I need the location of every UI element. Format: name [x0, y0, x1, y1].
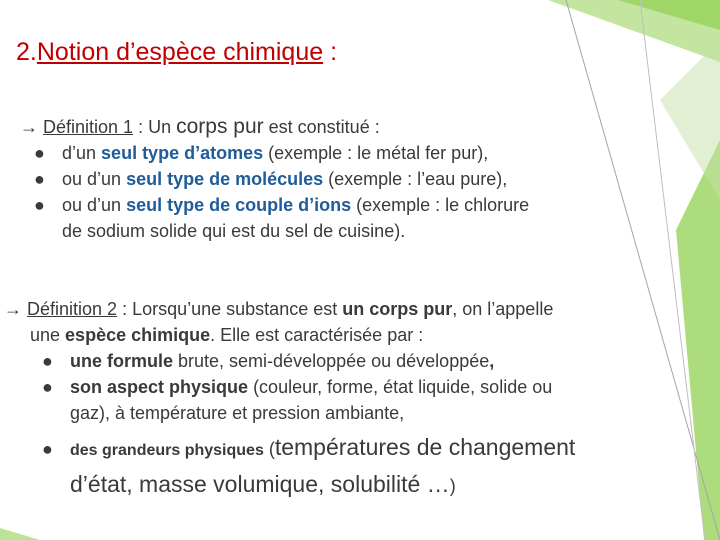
bullet-icon: ● [42, 439, 53, 459]
item-text: (couleur, forme, état liquide, solide ou [248, 377, 553, 397]
intro-rest: est constitué : [263, 117, 380, 137]
item-emphasis: une formule [70, 351, 174, 371]
arrow: → [20, 117, 44, 137]
slide-title [16, 38, 337, 67]
item-text: ou d’un [62, 169, 127, 189]
list-item [42, 348, 575, 374]
definition-2-line-1 [4, 296, 575, 322]
text: Lorsqu’une substance est [132, 299, 343, 319]
bullet-icon: ● [42, 351, 53, 371]
item-text: (exemple : le métal fer pur), [263, 143, 489, 163]
bullet-icon: ● [42, 377, 53, 397]
text: , on l’appelle [452, 299, 554, 319]
item-text: d’état, masse volumique, solubilité … [70, 471, 450, 497]
item-text: températures de changement [274, 434, 576, 460]
text: une [30, 325, 66, 345]
item-text: d’un [62, 143, 102, 163]
item-text: ) [449, 476, 456, 496]
bullet-icon: ● [34, 169, 45, 189]
title-text: Notion d’espèce chimique [36, 38, 324, 66]
term: un corps pur [342, 299, 453, 319]
item-text: , [489, 351, 495, 371]
item-text: ou d’un [62, 195, 127, 215]
list-item [34, 140, 529, 166]
definition-1-intro [20, 114, 529, 140]
list-item [42, 430, 575, 468]
definition-label: Définition 1 [43, 117, 134, 137]
arrow: → [4, 299, 28, 319]
item-emphasis: son aspect physique [70, 377, 249, 397]
list-item-continuation: gaz), à température et pression ambiante, [70, 403, 405, 423]
bullet-icon: ● [34, 195, 45, 215]
bullet-icon: ● [34, 143, 45, 163]
list-item-continuation: de sodium solide qui est du sel de cuisine). [62, 221, 406, 241]
item-text: (exemple : le chlorure [351, 195, 530, 215]
item-emphasis: seul type d’atomes [101, 143, 264, 163]
definition-2-line-2 [30, 322, 575, 348]
item-text: brute, semi-développée ou développée [173, 351, 490, 371]
separator: : [117, 299, 133, 319]
item-emphasis: des grandeurs physiques [70, 442, 264, 459]
title-number: 2. [16, 38, 37, 66]
item-emphasis: seul type de couple d’ions [126, 195, 352, 215]
term: corps pur [176, 115, 264, 138]
definition-1 [20, 114, 529, 244]
list-item [34, 192, 529, 218]
item-text: (exemple : l’eau pure), [323, 169, 508, 189]
text: . Elle est caractérisée par : [210, 325, 424, 345]
definition-2 [4, 296, 575, 502]
term: espèce chimique [65, 325, 211, 345]
separator: : Un [133, 117, 177, 137]
definition-label: Définition 2 [27, 299, 118, 319]
list-item [34, 166, 529, 192]
item-text: ( [263, 439, 275, 459]
list-item-continuation [70, 468, 575, 502]
item-emphasis: seul type de molécules [126, 169, 324, 189]
list-item [42, 374, 575, 400]
title-colon: : [323, 38, 338, 66]
